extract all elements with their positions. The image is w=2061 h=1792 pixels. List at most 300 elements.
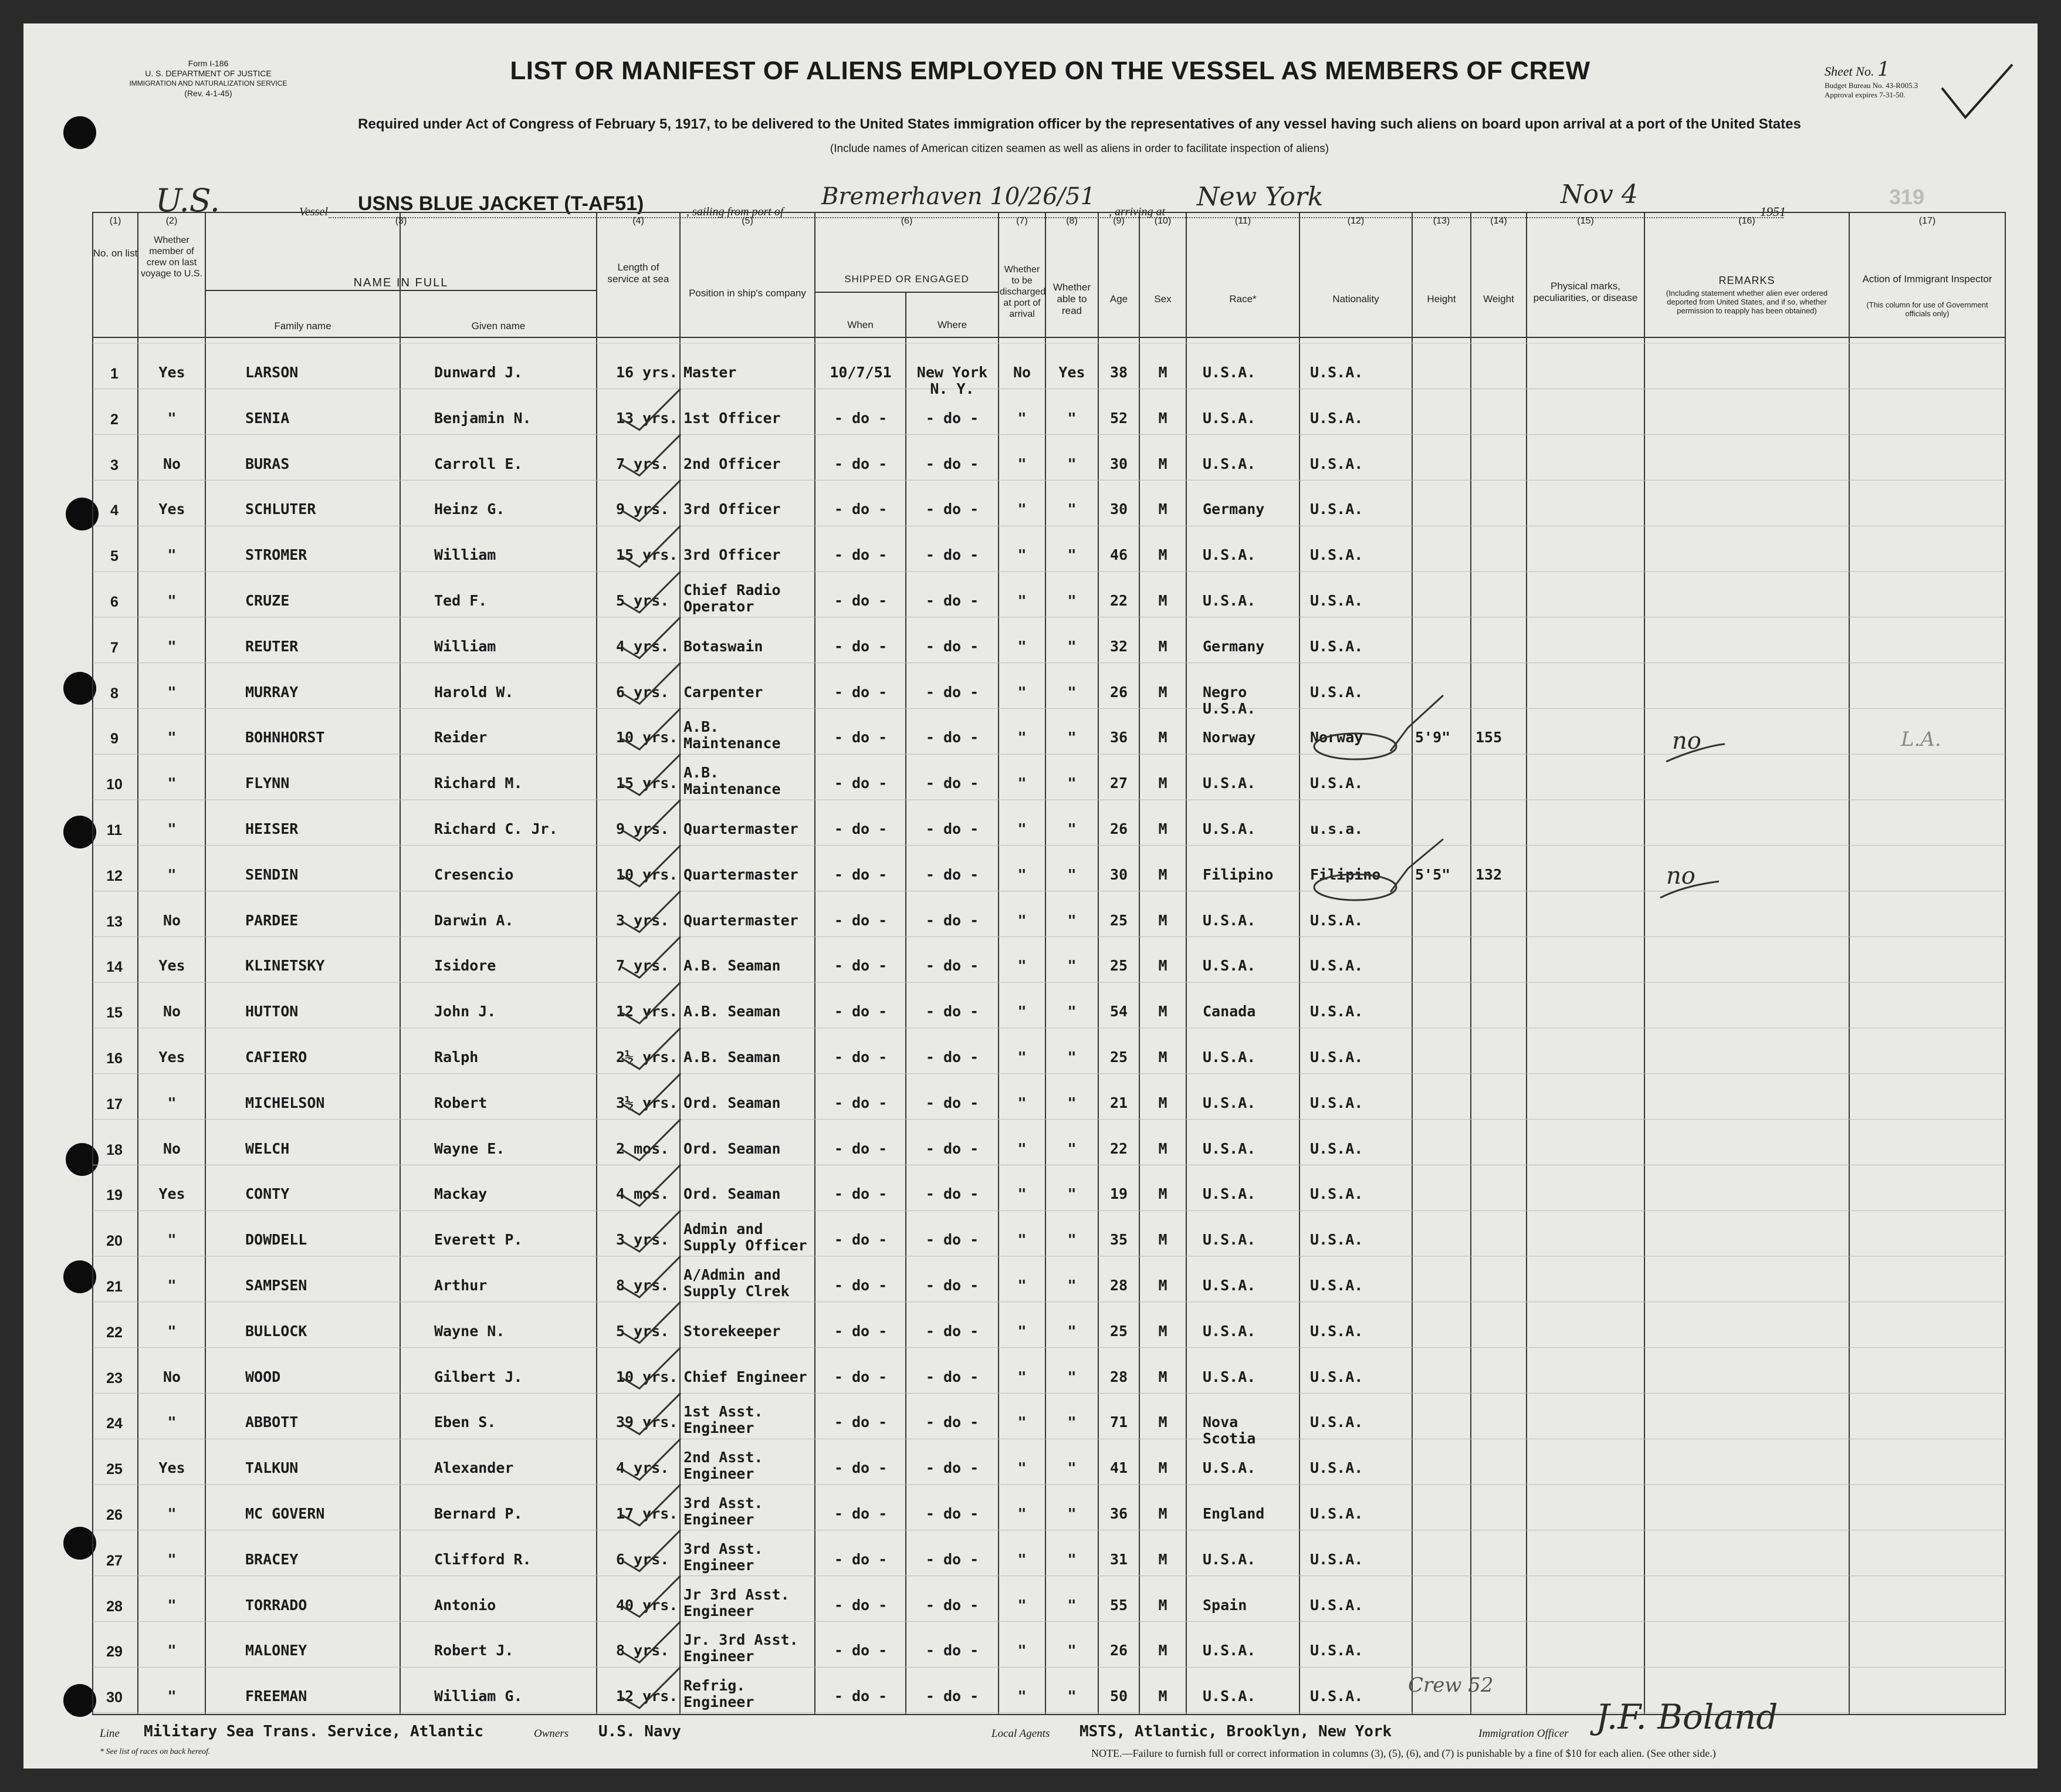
cell-nationality: U.S.A. bbox=[1310, 1049, 1363, 1066]
row-number: 1 bbox=[110, 366, 119, 382]
cell-service: 4 mos. bbox=[616, 1185, 669, 1203]
cell-where: - do - bbox=[925, 455, 979, 472]
row-number: 9 bbox=[110, 731, 119, 748]
line-label: Line bbox=[100, 1727, 120, 1740]
cell-where: - do - bbox=[925, 1231, 979, 1249]
col-no-on-list: No. on list bbox=[93, 248, 138, 259]
manifest-sheet bbox=[23, 23, 2038, 1769]
row-number: 16 bbox=[106, 1050, 123, 1067]
cell-service: 9 yrs. bbox=[616, 820, 669, 837]
cell-prev: Yes bbox=[158, 1459, 185, 1477]
cell-service: 4 yrs. bbox=[616, 1459, 669, 1477]
cell-family: SENDIN bbox=[245, 865, 299, 883]
cell-age: 30 bbox=[1109, 501, 1128, 518]
cell-age: 25 bbox=[1109, 957, 1128, 975]
cell-position: Quartermaster bbox=[683, 911, 798, 929]
form-service: IMMIGRATION AND NATURALIZATION SERVICE bbox=[129, 79, 287, 87]
cell-sex: M bbox=[1158, 364, 1167, 381]
cell-nationality: Filipino bbox=[1310, 865, 1381, 883]
cell-nationality: U.S.A. bbox=[1310, 501, 1363, 518]
cell-given: William bbox=[434, 546, 496, 564]
cell-where: - do - bbox=[925, 1185, 979, 1203]
remarks-row-9: no bbox=[1672, 728, 1701, 755]
cell-prev: " bbox=[167, 775, 177, 792]
cell-family: SCHLUTER bbox=[245, 501, 316, 518]
cell-where: - do - bbox=[925, 592, 979, 609]
cell-nationality: u.s.a. bbox=[1310, 820, 1363, 837]
vessel-label: Vessel bbox=[299, 205, 328, 218]
cell-prev: " bbox=[167, 637, 177, 655]
cell-family: HUTTON bbox=[245, 1003, 299, 1020]
row-number: 3 bbox=[110, 457, 119, 474]
sheet-label: Sheet No. bbox=[1825, 64, 1874, 79]
cell-race: U.S.A. bbox=[1203, 1459, 1256, 1477]
cell-race: U.S.A. bbox=[1203, 409, 1256, 427]
cell-discharged: " bbox=[1017, 455, 1027, 472]
cell-where: - do - bbox=[925, 1094, 979, 1111]
cell-race: U.S.A. bbox=[1203, 1550, 1256, 1568]
cell-given: Harold W. bbox=[434, 683, 514, 701]
cell-sex: M bbox=[1158, 409, 1167, 427]
cell-nationality: U.S.A. bbox=[1310, 409, 1363, 427]
form-rev: (Rev. 4-1-45) bbox=[184, 89, 232, 98]
cell-prev: No bbox=[163, 1003, 181, 1020]
cell-when: - do - bbox=[834, 820, 888, 837]
cell-age: 25 bbox=[1109, 911, 1128, 929]
cell-service: 16 yrs. bbox=[616, 364, 678, 381]
cell-where: - do - bbox=[925, 1642, 979, 1659]
cell-sex: M bbox=[1158, 1185, 1167, 1203]
cell-age: 54 bbox=[1109, 1003, 1128, 1020]
cell-sex: M bbox=[1158, 1049, 1167, 1066]
cell-prev: " bbox=[167, 1550, 177, 1568]
cell-family: CONTY bbox=[245, 1185, 290, 1203]
cell-family: WOOD bbox=[245, 1368, 281, 1385]
cell-sex: M bbox=[1158, 1642, 1167, 1659]
cell-nationality: U.S.A. bbox=[1310, 364, 1363, 381]
cell-discharged: " bbox=[1017, 1459, 1027, 1477]
cell-read: Yes bbox=[1058, 364, 1085, 381]
cell-race: Germany bbox=[1203, 637, 1265, 655]
col-shipped-engaged: SHIPPED OR ENGAGED bbox=[844, 273, 969, 285]
cell-race: U.S.A. bbox=[1203, 775, 1256, 792]
cell-nationality: U.S.A. bbox=[1310, 1185, 1363, 1203]
col-nationality: Nationality bbox=[1332, 293, 1379, 305]
cell-discharged: " bbox=[1017, 637, 1027, 655]
cell-given: Carroll E. bbox=[434, 455, 523, 472]
cell-discharged: " bbox=[1017, 911, 1027, 929]
row-number: 22 bbox=[106, 1324, 123, 1341]
cell-race: U.S.A. bbox=[1203, 1049, 1256, 1066]
cell-sex: M bbox=[1158, 1414, 1167, 1431]
document-subtitle: Required under Act of Congress of February 5, 1917, to be delivered to the United States immigration officer by the representatives of any vessel having such aliens on board upon arrival at a port of the United States bbox=[358, 116, 1801, 132]
cell-given: Richard C. Jr. bbox=[434, 820, 558, 837]
cell-where: - do - bbox=[925, 1322, 979, 1340]
cell-race: U.S.A. bbox=[1203, 1277, 1256, 1294]
col-age: Age bbox=[1109, 293, 1128, 305]
remarks-row-12: no bbox=[1666, 863, 1695, 890]
cell-when: - do - bbox=[834, 1688, 888, 1705]
cell-service: 17 yrs. bbox=[616, 1505, 678, 1522]
col-number: (6) bbox=[901, 216, 913, 226]
cell-when: - do - bbox=[834, 683, 888, 701]
cell-service: 13 yrs. bbox=[616, 409, 678, 427]
cell-discharged: " bbox=[1017, 409, 1027, 427]
cell-family: BOHNHORST bbox=[245, 729, 325, 746]
cell-given: Wayne N. bbox=[434, 1322, 505, 1340]
cell-when: - do - bbox=[834, 1322, 888, 1340]
cell-given: Ted F. bbox=[434, 592, 488, 609]
cell-given: Cresencio bbox=[434, 865, 514, 883]
cell-service: 4 yrs. bbox=[616, 637, 669, 655]
cell-service: 15 yrs. bbox=[616, 546, 678, 564]
cell-read: " bbox=[1067, 546, 1077, 564]
cell-family: PARDEE bbox=[245, 911, 299, 929]
col-number: (5) bbox=[742, 216, 753, 226]
cell-service: 8 yrs. bbox=[616, 1642, 669, 1659]
cell-nationality: U.S.A. bbox=[1310, 546, 1363, 564]
cell-when: - do - bbox=[834, 775, 888, 792]
cell-discharged: " bbox=[1017, 957, 1027, 975]
cell-given: Eben S. bbox=[434, 1414, 496, 1431]
cell-prev: " bbox=[167, 1322, 177, 1340]
cell-position: A.B. Seaman bbox=[683, 1003, 781, 1020]
row-number: 2 bbox=[110, 411, 119, 428]
col-name-in-full: NAME IN FULL bbox=[353, 276, 449, 289]
row-number: 6 bbox=[110, 594, 119, 610]
cell-discharged: " bbox=[1017, 1185, 1027, 1203]
cell-position: Carpenter bbox=[683, 683, 763, 701]
cell-family: DOWDELL bbox=[245, 1231, 307, 1249]
cell-given: William bbox=[434, 637, 496, 655]
cell-sex: M bbox=[1158, 911, 1167, 929]
row-number: 26 bbox=[106, 1507, 123, 1523]
sheet-number: 1 bbox=[1877, 58, 1890, 81]
cell-age: 41 bbox=[1109, 1459, 1128, 1477]
cell-sex: M bbox=[1158, 1596, 1167, 1614]
cell-height: 5'5" bbox=[1415, 865, 1451, 883]
cell-where: - do - bbox=[925, 911, 979, 929]
cell-race: U.S.A. bbox=[1203, 364, 1256, 381]
cell-sex: M bbox=[1158, 729, 1167, 746]
cell-where: - do - bbox=[925, 1414, 979, 1431]
col-number: (13) bbox=[1433, 216, 1450, 226]
cell-service: 40 yrs. bbox=[616, 1596, 678, 1614]
sailing-label: , sailing from port of bbox=[686, 205, 784, 218]
cell-weight: 132 bbox=[1475, 865, 1502, 883]
race-note: * See list of races on back hereof. bbox=[100, 1747, 211, 1756]
row-number: 13 bbox=[106, 913, 123, 930]
cell-where: - do - bbox=[925, 1596, 979, 1614]
cell-nationality: U.S.A. bbox=[1310, 1140, 1363, 1157]
row-number: 25 bbox=[106, 1461, 123, 1478]
cell-position: Refrig. Engineer bbox=[683, 1677, 754, 1711]
cell-height: 5'9" bbox=[1415, 729, 1451, 746]
row-number: 11 bbox=[106, 822, 123, 838]
action-row-9: L.A. bbox=[1901, 728, 1941, 751]
cell-prev: No bbox=[163, 1368, 181, 1385]
cell-position: A.B. Maintenance bbox=[683, 764, 781, 798]
cell-when: - do - bbox=[834, 1368, 888, 1385]
cell-age: 25 bbox=[1109, 1322, 1128, 1340]
cell-prev: " bbox=[167, 729, 177, 746]
cell-read: " bbox=[1067, 1049, 1077, 1066]
cell-sex: M bbox=[1158, 957, 1167, 975]
cell-when: - do - bbox=[834, 501, 888, 518]
cell-when: - do - bbox=[834, 1642, 888, 1659]
cell-when: - do - bbox=[834, 1003, 888, 1020]
cell-age: 46 bbox=[1109, 546, 1128, 564]
cell-race: U.S.A. bbox=[1203, 911, 1256, 929]
cell-read: " bbox=[1067, 1277, 1077, 1294]
cell-family: FREEMAN bbox=[245, 1688, 307, 1705]
line-value: Military Sea Trans. Service, Atlantic bbox=[144, 1723, 484, 1740]
cell-nationality: U.S.A. bbox=[1310, 1688, 1363, 1705]
cell-nationality: U.S.A. bbox=[1310, 1505, 1363, 1522]
row-number: 30 bbox=[106, 1689, 123, 1706]
cell-service: 3 yrs. bbox=[616, 911, 669, 929]
crew-note: Crew 52 bbox=[1408, 1673, 1494, 1697]
cell-where: - do - bbox=[925, 546, 979, 564]
cell-when: - do - bbox=[834, 1049, 888, 1066]
cell-discharged: " bbox=[1017, 592, 1027, 609]
cell-prev: " bbox=[167, 592, 177, 609]
cell-nationality: Norway bbox=[1310, 729, 1363, 746]
cell-nationality: U.S.A. bbox=[1310, 1368, 1363, 1385]
col-number: (12) bbox=[1347, 216, 1365, 226]
cell-when: 10/7/51 bbox=[830, 364, 892, 381]
row-number: 21 bbox=[106, 1279, 123, 1295]
row-number: 19 bbox=[106, 1187, 123, 1204]
cell-read: " bbox=[1067, 455, 1077, 472]
row-number: 10 bbox=[106, 776, 123, 793]
cell-position: 3rd Officer bbox=[683, 546, 781, 564]
cell-position: Ord. Seaman bbox=[683, 1140, 781, 1157]
cell-read: " bbox=[1067, 775, 1077, 792]
cell-discharged: " bbox=[1017, 1231, 1027, 1249]
cell-sex: M bbox=[1158, 1550, 1167, 1568]
cell-age: 26 bbox=[1109, 820, 1128, 837]
cell-prev: " bbox=[167, 1094, 177, 1111]
cell-given: William G. bbox=[434, 1688, 523, 1705]
cell-prev: " bbox=[167, 409, 177, 427]
row-number: 23 bbox=[106, 1370, 123, 1387]
cell-when: - do - bbox=[834, 455, 888, 472]
arriving-port: New York bbox=[1197, 182, 1324, 212]
cell-prev: " bbox=[167, 1688, 177, 1705]
cell-where: - do - bbox=[925, 1277, 979, 1294]
cell-position: Ord. Seaman bbox=[683, 1185, 781, 1203]
cell-position: 3rd Asst. Engineer bbox=[683, 1540, 763, 1574]
cell-prev: " bbox=[167, 683, 177, 701]
col-number: (16) bbox=[1738, 216, 1755, 226]
col-given-name: Given name bbox=[471, 320, 526, 332]
cell-service: 15 yrs. bbox=[616, 775, 678, 792]
cell-service: 5 yrs. bbox=[616, 592, 669, 609]
row-number: 14 bbox=[106, 959, 123, 976]
cell-service: 2½ yrs. bbox=[616, 1049, 678, 1066]
cell-read: " bbox=[1067, 409, 1077, 427]
form-dept: U. S. DEPARTMENT OF JUSTICE bbox=[145, 69, 272, 78]
cell-family: FLYNN bbox=[245, 775, 290, 792]
agents-value: MSTS, Atlantic, Brooklyn, New York bbox=[1079, 1723, 1392, 1740]
cell-position: A/Admin and Supply Clrek bbox=[683, 1266, 790, 1300]
cell-where: - do - bbox=[925, 1049, 979, 1066]
cell-nationality: U.S.A. bbox=[1310, 1231, 1363, 1249]
owners-label: Owners bbox=[534, 1727, 569, 1740]
cell-sex: M bbox=[1158, 1368, 1167, 1385]
cell-sex: M bbox=[1158, 1277, 1167, 1294]
cell-race: U.S.A. bbox=[1203, 1642, 1256, 1659]
vessel-name: USNS BLUE JACKET (T-AF51) bbox=[358, 192, 644, 215]
col-number: (1) bbox=[109, 216, 121, 226]
cell-family: REUTER bbox=[245, 637, 299, 655]
cell-given: Benjamin N. bbox=[434, 409, 532, 427]
cell-prev: " bbox=[167, 1642, 177, 1659]
cell-race: Nova Scotia bbox=[1203, 1414, 1256, 1448]
cell-service: 10 yrs. bbox=[616, 1368, 678, 1385]
cell-given: Darwin A. bbox=[434, 911, 514, 929]
cell-given: Alexander bbox=[434, 1459, 514, 1477]
cell-where: - do - bbox=[925, 1368, 979, 1385]
cell-age: 28 bbox=[1109, 1277, 1128, 1294]
cell-nationality: U.S.A. bbox=[1310, 455, 1363, 472]
cell-when: - do - bbox=[834, 637, 888, 655]
col-number: (2) bbox=[165, 216, 178, 226]
officer-signature: J.F. Boland bbox=[1596, 1697, 1778, 1737]
cell-sex: M bbox=[1158, 683, 1167, 701]
cell-nationality: U.S.A. bbox=[1310, 683, 1363, 701]
cell-race: U.S.A. bbox=[1203, 1322, 1256, 1340]
cell-read: " bbox=[1067, 1596, 1077, 1614]
cell-age: 36 bbox=[1109, 1505, 1128, 1522]
cell-sex: M bbox=[1158, 546, 1167, 564]
cell-discharged: " bbox=[1017, 1094, 1027, 1111]
row-number: 4 bbox=[110, 502, 119, 519]
cell-family: BURAS bbox=[245, 455, 290, 472]
cell-sex: M bbox=[1158, 592, 1167, 609]
cell-when: - do - bbox=[834, 911, 888, 929]
cell-read: " bbox=[1067, 1505, 1077, 1522]
row-number: 5 bbox=[110, 548, 119, 565]
cell-position: A.B. Seaman bbox=[683, 957, 781, 975]
cell-where: - do - bbox=[925, 501, 979, 518]
cell-prev: Yes bbox=[158, 1049, 185, 1066]
cell-family: WELCH bbox=[245, 1140, 290, 1157]
cell-read: " bbox=[1067, 501, 1077, 518]
cell-read: " bbox=[1067, 683, 1077, 701]
cell-nationality: U.S.A. bbox=[1310, 957, 1363, 975]
cell-prev: " bbox=[167, 1231, 177, 1249]
cell-discharged: " bbox=[1017, 1414, 1027, 1431]
cell-family: MURRAY bbox=[245, 683, 299, 701]
col-number: (11) bbox=[1234, 216, 1251, 226]
arrival-date: Nov 4 bbox=[1561, 180, 1638, 209]
cell-race: U.S.A. bbox=[1203, 1185, 1256, 1203]
cell-given: Robert bbox=[434, 1094, 488, 1111]
cell-race: Canada bbox=[1203, 1003, 1256, 1020]
cell-read: " bbox=[1067, 729, 1077, 746]
cell-discharged: " bbox=[1017, 1140, 1027, 1157]
col-position: Position in ship's company bbox=[689, 288, 806, 299]
cell-service: 10 yrs. bbox=[616, 865, 678, 883]
cell-discharged: " bbox=[1017, 1688, 1027, 1705]
cell-read: " bbox=[1067, 1231, 1077, 1249]
cell-when: - do - bbox=[834, 546, 888, 564]
cell-when: - do - bbox=[834, 1414, 888, 1431]
cell-nationality: U.S.A. bbox=[1310, 637, 1363, 655]
cell-discharged: " bbox=[1017, 1596, 1027, 1614]
cell-service: 39 yrs. bbox=[616, 1414, 678, 1431]
stamp-number: 319 bbox=[1889, 185, 1925, 209]
cell-where: - do - bbox=[925, 1505, 979, 1522]
cell-where: - do - bbox=[925, 729, 979, 746]
form-number: Form I-186 bbox=[188, 59, 229, 68]
cell-sex: M bbox=[1158, 1459, 1167, 1477]
row-number: 7 bbox=[110, 639, 119, 656]
cell-family: BULLOCK bbox=[245, 1322, 307, 1340]
cell-where: - do - bbox=[925, 775, 979, 792]
cell-read: " bbox=[1067, 1140, 1077, 1157]
cell-age: 25 bbox=[1109, 1049, 1128, 1066]
arriving-label: , arriving at bbox=[1109, 205, 1166, 218]
cell-race: U.S.A. bbox=[1203, 1140, 1256, 1157]
cell-discharged: " bbox=[1017, 683, 1027, 701]
cell-nationality: U.S.A. bbox=[1310, 1642, 1363, 1659]
cell-given: Clifford R. bbox=[434, 1550, 532, 1568]
cell-when: - do - bbox=[834, 729, 888, 746]
cell-discharged: " bbox=[1017, 501, 1027, 518]
cell-discharged: " bbox=[1017, 546, 1027, 564]
penalty-note: NOTE.—Failure to furnish full or correct information in columns (3), (5), (6), and (7) is punishable by a fine of $10 for each alien. (See other side.) bbox=[1091, 1747, 1716, 1759]
cell-family: HEISER bbox=[245, 820, 299, 837]
cell-service: 12 yrs. bbox=[616, 1003, 678, 1020]
cell-nationality: U.S.A. bbox=[1310, 592, 1363, 609]
cell-age: 55 bbox=[1109, 1596, 1128, 1614]
cell-sex: M bbox=[1158, 1094, 1167, 1111]
cell-position: Admin and Supply Officer bbox=[683, 1220, 807, 1255]
cell-race: U.S.A. bbox=[1203, 1094, 1256, 1111]
cell-race: U.S.A. bbox=[1203, 455, 1256, 472]
cell-service: 3½ yrs. bbox=[616, 1094, 678, 1111]
cell-given: Reider bbox=[434, 729, 488, 746]
cell-nationality: U.S.A. bbox=[1310, 775, 1363, 792]
row-number: 29 bbox=[106, 1644, 123, 1661]
col-sex: Sex bbox=[1154, 293, 1172, 305]
cell-sex: M bbox=[1158, 501, 1167, 518]
cell-nationality: U.S.A. bbox=[1310, 1550, 1363, 1568]
cell-read: " bbox=[1067, 1003, 1077, 1020]
cell-read: " bbox=[1067, 1094, 1077, 1111]
cell-discharged: " bbox=[1017, 1368, 1027, 1385]
cell-read: " bbox=[1067, 957, 1077, 975]
cell-position: 3rd Officer bbox=[683, 501, 781, 518]
cell-sex: M bbox=[1158, 455, 1167, 472]
cell-prev: Yes bbox=[158, 1185, 185, 1203]
cell-family: CAFIERO bbox=[245, 1049, 307, 1066]
cell-position: A.B. Maintenance bbox=[683, 718, 781, 752]
cell-discharged: " bbox=[1017, 865, 1027, 883]
col-length-of-service: Length of service at sea bbox=[607, 262, 669, 285]
document-subtitle-note: (Include names of American citizen seamen as well as aliens in order to facilitate inspection of aliens) bbox=[830, 143, 1329, 155]
cell-discharged: " bbox=[1017, 775, 1027, 792]
cell-age: 50 bbox=[1109, 1688, 1128, 1705]
cell-position: A.B. Seaman bbox=[683, 1049, 781, 1066]
row-number: 28 bbox=[106, 1598, 123, 1615]
row-number: 17 bbox=[106, 1096, 123, 1113]
cell-where: - do - bbox=[925, 409, 979, 427]
cell-position: Jr 3rd Asst. Engineer bbox=[683, 1585, 790, 1619]
